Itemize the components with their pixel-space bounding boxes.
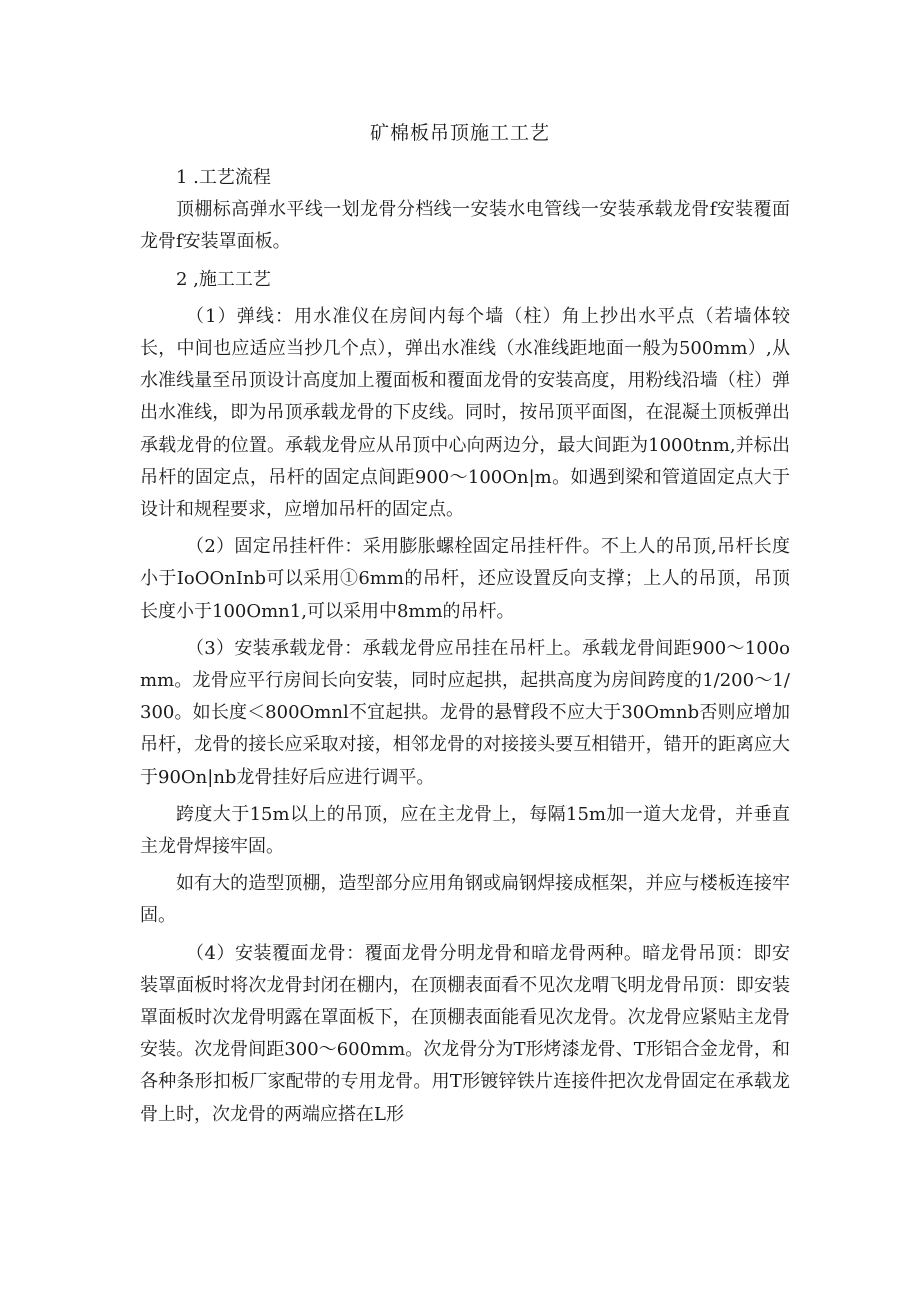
step-snapping-line-paragraph: （1）弹线：用水准仪在房间内每个墙（柱）角上抄出水平点（若墙体较长，中间也应适应当抄几个点），弹出水准线（水准线距地面一般为500mm）,从水准线量至吊顶设计高度加上覆面板和覆面龙骨的安装高度，用粉线沿墙（柱）弹出水准线，即为吊顶承载龙骨的下皮线。同时，按吊顶平面图，在混凝土顶板弹出承载龙骨的位置。承载龙骨应从吊顶中心向两边分，最大间距为1000tnm,并标出吊杆的固定点，吊杆的固定点间距900～100On|m。如遇到梁和管道固定点大于设计和规程要求，应增加吊杆的固定点。: [140, 305, 790, 521]
step-main-keel-paragraph: （3）安装承载龙骨：承载龙骨应吊挂在吊杆上。承载龙骨间距900～100omm。龙骨应平行房间长向安装，同时应起拱，起拱高度为房间跨度的1/200～1/300。如长度＜800Omnl不宜起拱。龙骨的悬臂段不应大于30Omnb否则应增加吊杆，龙骨的接长应采取对接，相邻龙骨的对接接头要互相错开，错开的距离应大于90On|nb龙骨挂好后应进行调平。: [140, 637, 790, 788]
section-heading-construction: 2 ,施工工艺: [176, 268, 271, 290]
step-cover-keel-paragraph: （4）安装覆面龙骨：覆面龙骨分明龙骨和暗龙骨两种。暗龙骨吊顶：即安装罩面板时将次龙骨封闭在棚内，在顶棚表面看不见次龙喟飞明龙骨吊顶：即安装罩面板时次龙骨明露在罩面板下，在顶棚表面能看见次龙骨。次龙骨应紧贴主龙骨安装。次龙骨间距300～600mm。次龙骨分为T形烤漆龙骨、T形铝合金龙骨，和各种条形扣板厂家配带的专用龙骨。用T形镀锌铁片连接件把次龙骨固定在承载龙骨上时，次龙骨的两端应搭在L形: [140, 942, 790, 1125]
shaped-ceiling-note-paragraph: 如有大的造型顶棚，造型部分应用角钢或扁钢焊接成框架，并应与楼板连接牢固。: [140, 873, 790, 927]
step-fix-hangers-paragraph: （2）固定吊挂杆件：采用膨胀螺栓固定吊挂杆件。不上人的吊顶,吊杆长度小于IoOOnInb可以采用①6mm的吊杆，还应设置反向支撑；上人的吊顶，吊顶长度小于100Omn1,可以采用中8mm的吊杆。: [140, 536, 790, 622]
process-flow-paragraph: 顶棚标高弹水平线一划龙骨分档线一安装水电管线一安装承载龙骨f安装覆面龙骨f安装罩面板。: [140, 199, 790, 253]
section-heading-process: 1 .工艺流程: [176, 167, 271, 188]
document-body: [140, 162, 790, 1131]
span-note-paragraph: 跨度大于15m以上的吊顶，应在主龙骨上，每隔15m加一道大龙骨，并垂直主龙骨焊接牢固。: [140, 803, 790, 858]
document-title: 矿棉板吊顶施工工艺: [369, 122, 550, 144]
